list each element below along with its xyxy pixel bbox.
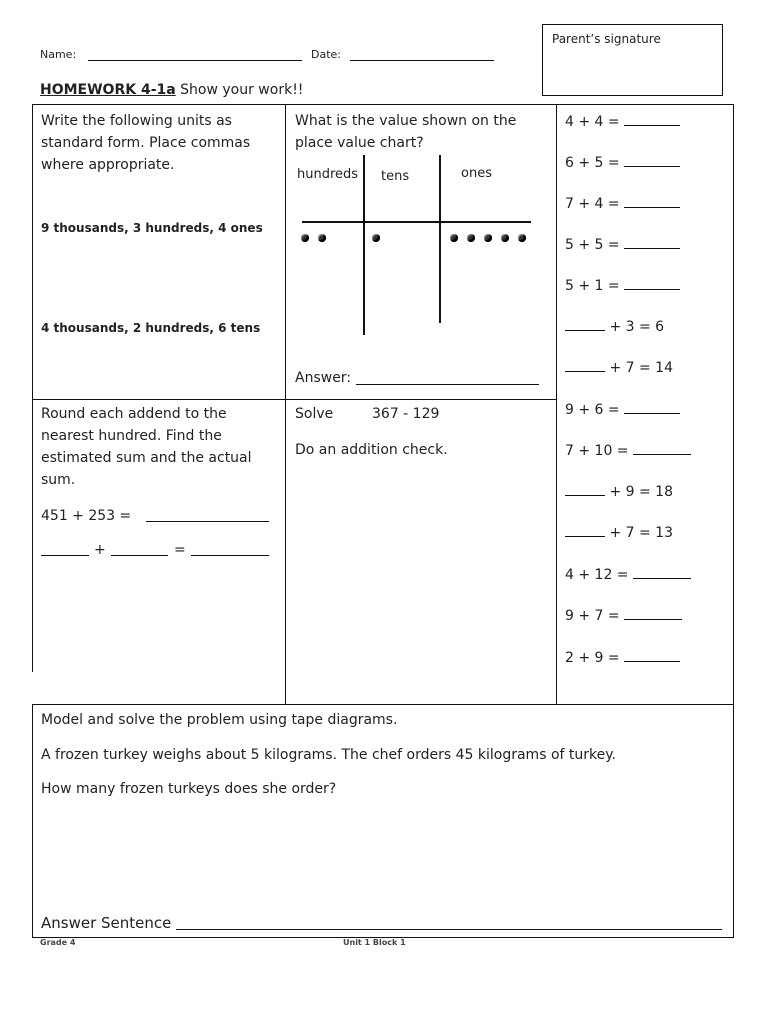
- hundreds-dot: [301, 234, 309, 242]
- homework-instruction: Show your work!!: [180, 82, 304, 98]
- parent-signature-box[interactable]: [542, 24, 723, 96]
- ones-dot: [501, 234, 509, 242]
- fact-equation: + 7 = 14: [605, 360, 673, 376]
- fact-answer-blank[interactable]: [633, 564, 691, 579]
- solve-check: Do an addition check.: [295, 442, 448, 458]
- fact-answer-blank[interactable]: [624, 399, 680, 414]
- fact-item: [565, 152, 680, 174]
- col-hundreds: hundreds: [297, 167, 359, 182]
- grid-left-border-bottom: [32, 704, 33, 938]
- fact-item: [565, 522, 673, 544]
- fact-item: [565, 399, 680, 421]
- col-ones: ones: [461, 166, 492, 181]
- tens-dot: [372, 234, 380, 242]
- fact-item: [565, 481, 673, 503]
- round-equation: 451 + 253 =: [41, 508, 132, 524]
- footer-grade: Grade 4: [40, 938, 76, 947]
- footer-unit: Unit 1 Block 1: [343, 938, 406, 947]
- ones-dot: [518, 234, 526, 242]
- round-prompt: Round each addend to the nearest hundred. Find the estimated sum and the actual sum.: [41, 406, 252, 488]
- chart-horizontal-line: [302, 221, 531, 223]
- fact-equation: 7 + 4 =: [565, 196, 625, 212]
- hundreds-dot: [318, 234, 326, 242]
- solve-label: Solve: [295, 406, 334, 422]
- answer-sentence-field[interactable]: [176, 929, 722, 930]
- chart-divider-2: [439, 155, 441, 323]
- fact-equation: 4 + 12 =: [565, 567, 633, 583]
- plus-sign: +: [94, 542, 106, 558]
- fact-answer-blank[interactable]: [624, 193, 680, 208]
- tape-question: How many frozen turkeys does she order?: [41, 781, 337, 797]
- fact-equation: 9 + 7 =: [565, 608, 625, 624]
- fact-item: [565, 234, 680, 256]
- fact-equation: + 7 = 13: [605, 525, 673, 541]
- parent-signature-label: Parent’s signature: [552, 32, 661, 46]
- date-field[interactable]: [350, 60, 494, 61]
- place-value-answer-field[interactable]: [356, 384, 539, 385]
- tape-problem: A frozen turkey weighs about 5 kilograms. The chef orders 45 kilograms of turkey.: [41, 747, 616, 763]
- homework-label: HOMEWORK 4-1a: [40, 82, 176, 98]
- fact-answer-blank[interactable]: [624, 152, 680, 167]
- fact-equation: 4 + 4 =: [565, 114, 625, 130]
- equals-sign: =: [174, 542, 186, 558]
- solve-problem: 367 - 129: [372, 406, 440, 422]
- fact-answer-blank[interactable]: [624, 647, 680, 662]
- fact-missing-addend-blank[interactable]: [565, 522, 605, 537]
- estimate-addend-2-field[interactable]: [111, 555, 168, 556]
- fact-missing-addend-blank[interactable]: [565, 357, 605, 372]
- homework-title: [40, 79, 303, 101]
- fact-item: [565, 275, 680, 297]
- ones-dot: [484, 234, 492, 242]
- col-tens: tens: [381, 169, 410, 184]
- grid-left-border-top: [32, 104, 33, 672]
- fact-item: [565, 357, 673, 379]
- fact-item: [565, 564, 691, 586]
- fact-item: [565, 647, 680, 669]
- grid-top-line-right: [556, 104, 734, 105]
- fact-equation: 2 + 9 =: [565, 650, 625, 666]
- fact-item: [565, 605, 682, 627]
- ones-dot: [467, 234, 475, 242]
- fact-answer-blank[interactable]: [624, 275, 680, 290]
- units-item-1: 9 thousands, 3 hundreds, 4 ones: [41, 221, 263, 235]
- fact-answer-blank[interactable]: [624, 111, 680, 126]
- fact-equation: + 9 = 18: [605, 484, 673, 500]
- fact-item: [565, 111, 680, 133]
- estimate-addend-1-field[interactable]: [41, 555, 89, 556]
- fact-equation: 5 + 1 =: [565, 278, 625, 294]
- fact-answer-blank[interactable]: [633, 440, 691, 455]
- fact-equation: + 3 = 6: [605, 319, 665, 335]
- tape-prompt: Model and solve the problem using tape diagrams.: [41, 712, 398, 728]
- name-field[interactable]: [88, 60, 302, 61]
- fact-answer-blank[interactable]: [624, 234, 680, 249]
- grid-bottom-divider: [32, 704, 734, 705]
- fact-equation: 7 + 10 =: [565, 443, 633, 459]
- fact-missing-addend-blank[interactable]: [565, 316, 605, 331]
- fact-item: [565, 193, 680, 215]
- place-value-prompt: What is the value shown on the place value chart?: [295, 113, 517, 151]
- ones-dot: [450, 234, 458, 242]
- fact-item: [565, 440, 691, 462]
- round-answer-field[interactable]: [146, 521, 269, 522]
- chart-divider-1: [363, 155, 365, 335]
- grid-right-border: [733, 104, 734, 938]
- fact-missing-addend-blank[interactable]: [565, 481, 605, 496]
- units-item-2: 4 thousands, 2 hundreds, 6 tens: [41, 321, 261, 335]
- grid-row-divider: [32, 399, 556, 400]
- fact-equation: 9 + 6 =: [565, 402, 625, 418]
- fact-equation: 5 + 5 =: [565, 237, 625, 253]
- answer-sentence-label: Answer Sentence: [41, 914, 172, 932]
- grid-top-line: [32, 104, 556, 105]
- fact-equation: 6 + 5 =: [565, 155, 625, 171]
- fact-answer-blank[interactable]: [624, 605, 682, 620]
- grid-divider-1: [285, 104, 286, 705]
- date-label: Date:: [311, 48, 341, 61]
- units-prompt: Write the following units as standard form. Place commas where appropriate.: [41, 113, 251, 173]
- name-label: Name:: [40, 48, 77, 61]
- fact-item: [565, 316, 664, 338]
- estimate-sum-field[interactable]: [191, 555, 269, 556]
- grid-divider-2: [556, 104, 557, 705]
- place-value-answer-label: Answer:: [295, 370, 352, 386]
